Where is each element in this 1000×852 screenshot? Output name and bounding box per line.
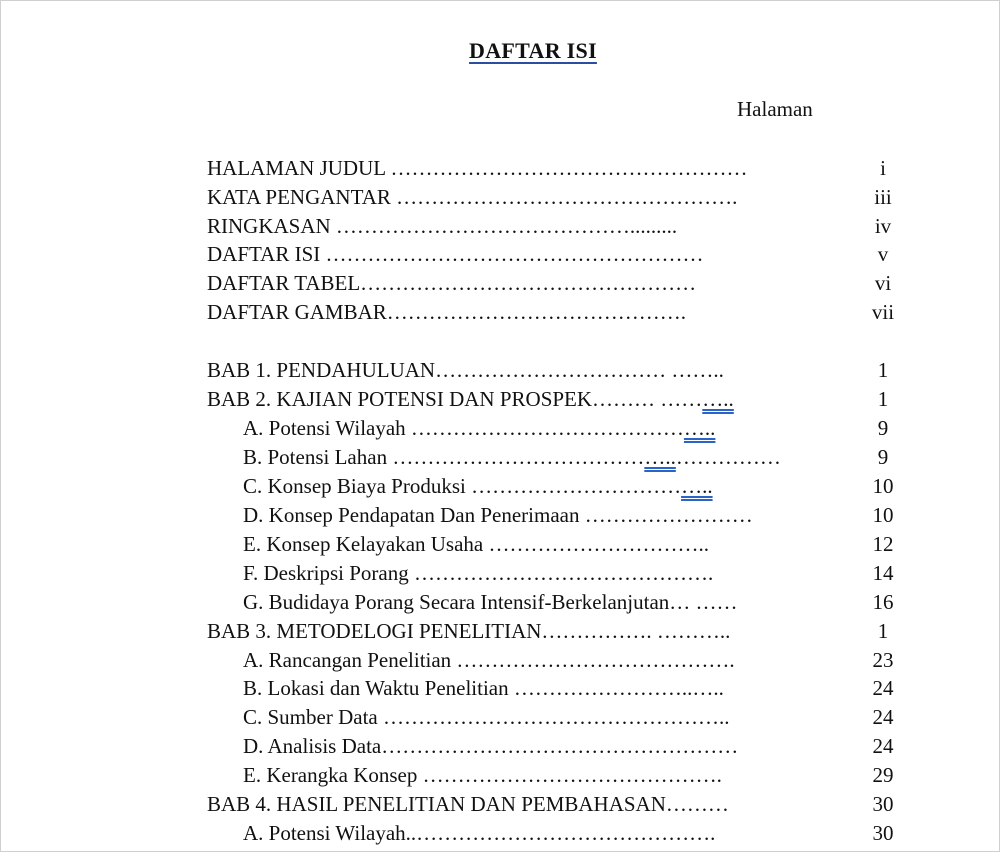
toc-row-deskripsi-porang <box>0 559 1000 588</box>
toc-entry-label: DAFTAR ISI ……………………………………………… <box>207 242 704 266</box>
toc-entry-label: RINGKASAN ……………………………………......... <box>207 214 678 238</box>
toc-entry-label <box>243 472 713 501</box>
toc-row-daftar-gambar <box>0 298 1000 327</box>
toc-entry-label: BAB 1. PENDAHULUAN…………………………… …….. <box>207 358 724 382</box>
toc-page-number: vi <box>874 271 892 295</box>
spellcheck-squiggle: ….. <box>681 474 713 498</box>
toc-row-kelayakan-usaha <box>0 530 1000 559</box>
toc-page-number: 24 <box>872 676 894 700</box>
toc-row-bab-3 <box>0 617 1000 646</box>
toc-page-number: 10 <box>872 503 894 527</box>
toc-row-daftar-isi <box>0 240 1000 269</box>
toc-entry-label: C. Sumber Data ………………………………………….. <box>243 705 730 729</box>
toc-entry-label: E. Kerangka Konsep ……………………………………. <box>243 763 722 787</box>
toc-page-number: 1 <box>877 387 889 411</box>
toc-row-analisis-data <box>0 732 1000 761</box>
toc-row-potensi-lahan <box>0 443 1000 472</box>
toc-entry-label <box>243 443 781 472</box>
toc-row-kerangka-konsep <box>0 761 1000 790</box>
toc-entry-text: B. Potensi Lahan ……………………………… <box>243 445 645 469</box>
toc-page-number: i <box>880 156 886 180</box>
toc-entry-label: BAB 4. HASIL PENELITIAN DAN PEMBAHASAN……… <box>207 792 729 816</box>
toc-page-number: 9 <box>877 445 889 469</box>
page-column-header: Halaman <box>737 97 813 121</box>
toc-entry-label <box>243 414 715 443</box>
toc-row-lokasi-waktu <box>0 674 1000 703</box>
toc-row-kata-pengantar <box>0 183 1000 212</box>
toc-row-budidaya-porang <box>0 588 1000 617</box>
toc-entry-label: A. Rancangan Penelitian …………………………………. <box>243 648 735 672</box>
spellcheck-squiggle: ….. <box>683 416 716 440</box>
toc-page-number: 29 <box>872 763 894 787</box>
document-title: DAFTAR ISI <box>469 38 597 63</box>
toc-entry-label: KATA PENGANTAR …………………………………………. <box>207 185 738 209</box>
toc-row-ringkasan <box>0 212 1000 241</box>
toc-entry-text-tail: …………… <box>675 445 781 469</box>
toc-page-number: 1 <box>877 619 889 643</box>
toc-entry-label: DAFTAR TABEL………………………………………… <box>207 271 697 295</box>
toc-row-potensi-wilayah <box>0 414 1000 443</box>
toc-entry-label: DAFTAR GAMBAR……………………………………. <box>207 300 687 324</box>
toc-page-number: 9 <box>877 416 889 440</box>
toc-row-pendapatan <box>0 501 1000 530</box>
toc-row-bab4-potensi-wilayah <box>0 819 1000 848</box>
toc-page-number: 24 <box>872 705 894 729</box>
toc-entry-label: HALAMAN JUDUL …………………………………………… <box>207 156 748 180</box>
toc-row-biaya-produksi <box>0 472 1000 501</box>
toc-entry-text: BAB 2. KAJIAN POTENSI DAN PROSPEK……… …… <box>207 387 703 411</box>
toc-page-number: 23 <box>872 648 894 672</box>
toc-row-daftar-tabel <box>0 269 1000 298</box>
toc-entry-text: C. Konsep Biaya Produksi ………………………… <box>243 474 682 498</box>
toc-page-number: iii <box>874 185 892 209</box>
spellcheck-squiggle: ….. <box>644 445 676 469</box>
toc-page-number: 30 <box>872 792 894 816</box>
toc-entry-text: A. Potensi Wilayah ………………………………… <box>243 416 684 440</box>
toc-page-number: 30 <box>872 821 894 845</box>
toc-page-number: vii <box>871 300 895 324</box>
toc-page-number: v <box>877 242 889 266</box>
toc-page-number: 12 <box>872 532 894 556</box>
toc-entry-label: G. Budidaya Porang Secara Intensif-Berkelanjutan… …… <box>243 590 738 614</box>
toc-row-halaman-judul <box>0 154 1000 183</box>
toc-entry-label: B. Lokasi dan Waktu Penelitian ……………………..….. <box>243 676 724 700</box>
toc-page-number: 16 <box>872 590 894 614</box>
toc-entry-label: BAB 3. METODELOGI PENELITIAN……………. ……….. <box>207 619 731 643</box>
toc-entry-label: A. Potensi Wilayah..……………………………………. <box>243 821 716 845</box>
spellcheck-squiggle: ….. <box>702 387 734 411</box>
toc-row-bab-1 <box>0 356 1000 385</box>
toc-page-number: 1 <box>877 358 889 382</box>
toc-row-bab-2 <box>0 385 1000 414</box>
toc-row-rancangan-penelitian <box>0 646 1000 675</box>
toc-entry-label <box>207 385 734 414</box>
toc-entry-label: E. Konsep Kelayakan Usaha ………………………….. <box>243 532 709 556</box>
toc-entry-label: F. Deskripsi Porang ……………………………………. <box>243 561 714 585</box>
toc-page-number: 24 <box>872 734 894 758</box>
toc-entry-label: D. Konsep Pendapatan Dan Penerimaan …………………… <box>243 503 753 527</box>
toc-row-sumber-data <box>0 703 1000 732</box>
toc-page-number: 14 <box>872 561 894 585</box>
toc-page-number: 10 <box>872 474 894 498</box>
toc-page-number: iv <box>874 214 892 238</box>
toc-row-bab-4 <box>0 790 1000 819</box>
toc-entry-label: D. Analisis Data…………………………………………… <box>243 734 739 758</box>
